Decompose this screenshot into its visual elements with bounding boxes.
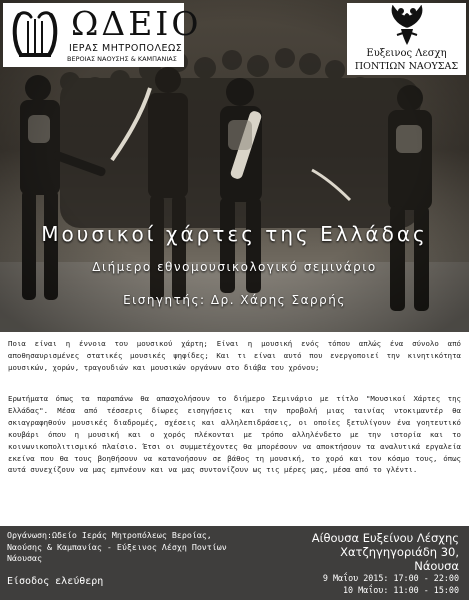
organization-text: Οργάνωση:Ωδείο Ιεράς Μητροπόλεως Βεροίας, Ναούσης & Καμπανίας - Εύξεινος Λέσχη Ποντίων Νάουσας bbox=[7, 530, 227, 564]
lyre-icon bbox=[9, 9, 61, 61]
seminar-title: Μουσικοί χάρτες της Ελλάδας bbox=[41, 222, 428, 246]
lesxi-line2: ΠΟΝΤΙΩΝ ΝΑΟΥΣΑΣ bbox=[354, 61, 459, 72]
speaker-line: Εισηγητής: Δρ. Χάρης Σαρρής bbox=[123, 293, 346, 307]
free-entry-text: Είσοδος ελεύθερη bbox=[7, 576, 104, 587]
double-headed-eagle-icon bbox=[387, 5, 427, 47]
intro-paragraph: Ποια είναι η έννοια του μουσικού χάρτη; Είναι η μουσική ενός τόπου απλώς ένα σύνολο από αποθησαυρισμένες στατικές μουσικές ψηφίδες; Και τι είναι αυτό που ενεργοποιεί την κινητικότητα μουσικών, χορών, τραγουδιών και μουσικών οργάνων στο διάβα του χρόνου; bbox=[8, 339, 461, 372]
lesxi-line1: Ευξεινος Λεσχη bbox=[366, 48, 447, 59]
odeio-line2: ΒΕΡΟΙΑΣ ΝΑΟΥΣΗΣ & ΚΑΜΠΑΝΙΑΣ bbox=[67, 55, 177, 63]
venue-line1: Αίθουσα Ευξείνου Λέσχης bbox=[311, 531, 459, 545]
dates-block bbox=[219, 573, 459, 596]
lesxi-logo bbox=[347, 3, 466, 75]
description-paragraph: Ερωτήματα όπως τα παραπάνω θα απασχολήσουν το διήμερο Σεμινάριο με τίτλο "Μουσικοί Χάρτες της Ελλάδας". Μέσα από τέσσερις δίωρες εισηγήσεις και την προβολή μιας ταινίας ντοκιμαντέρ θα σκιαγραφηθούν μουσικές διαδρομές, σχέσεις και αλληλεπιδράσεις, οι οποίες ξετυλίγουν ένα γοητευτικό κουβάρι όπου η μουσική και ο χορός πλέκονται με τρόπο αλληλένδετο με την ιστορία και το κοινωνικοπολιτισμικό πλαίσιο. Έτσι οι συμμετέχοντες θα μπορέσουν να αποκτήσουν τα αναλυτικά εργαλεία εκείνα που θα τους βοηθήσουν να κατανοήσουν σε βάθος τη μουσική, το χορό και τον κόσμο τους, όπως αυτά συνεχίζουν να μας εμπνέουν και να μας συντονίζουν ως τις μέρες μας, μέσα από το γλέντι. bbox=[8, 394, 461, 475]
date-line1: 9 Μαΐου 2015: 17:00 - 22:00 bbox=[322, 573, 459, 583]
venue-block bbox=[219, 531, 459, 573]
footer-bar bbox=[0, 526, 469, 600]
odeio-title: ΩΔΕΙΟ bbox=[71, 4, 202, 43]
venue-line3: Νάουσα bbox=[414, 559, 459, 573]
seminar-subtitle: Διήμερο εθνομουσικολογικό σεμινάριο bbox=[92, 260, 377, 274]
date-line2: 10 Μαΐου: 11:00 - 15:00 bbox=[343, 584, 459, 595]
odeio-logo bbox=[3, 3, 202, 67]
venue-line2: Χατζηγηγοριάδη 30, bbox=[340, 545, 459, 559]
odeio-line1: ΙΕΡΑΣ ΜΗΤΡΟΠΟΛΕΩΣ bbox=[69, 43, 183, 54]
